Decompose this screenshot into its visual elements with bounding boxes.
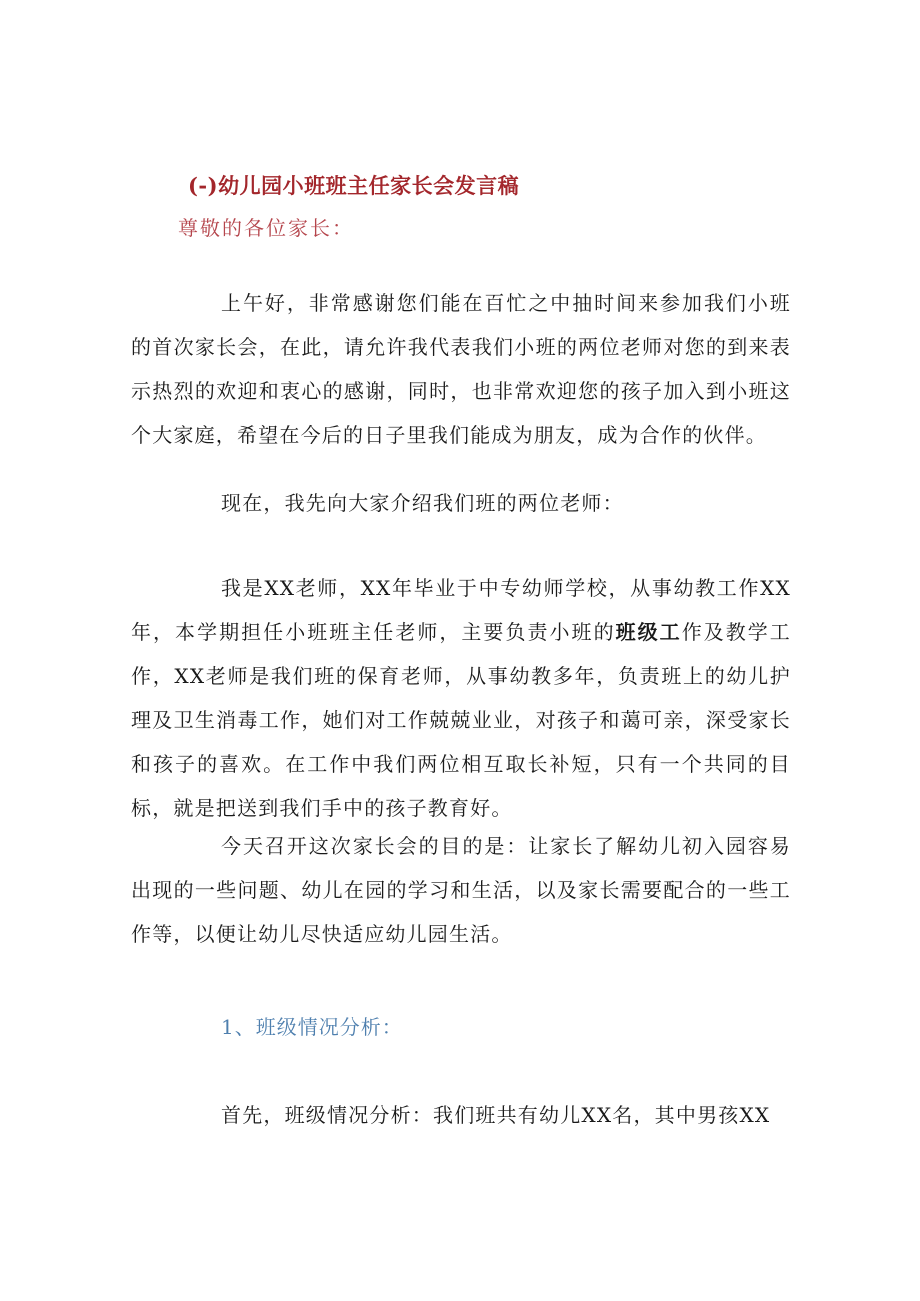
paragraph-introduction: 现在，我先向大家介绍我们班的两位老师： <box>221 491 624 515</box>
salutation: 尊敬的各位家长： <box>178 216 354 240</box>
paragraph-greeting: 上午好，非常感谢您们能在百忙之中抽时间来参加我们小班的首次家长会，在此，请允许我代表我们小班的两位老师对您的到来表示热烈的欢迎和衷心的感谢，同时，也非常欢迎您的孩子加入到小班这个大家庭，希望在今后的日子里我们能成为朋友，成为合作的伙伴。 <box>131 291 791 447</box>
paragraph-purpose: 今天召开这次家长会的目的是：让家长了解幼儿初入园容易出现的一些问题、幼儿在园的学习和生活，以及家长需要配合的一些工作等，以便让幼儿尽快适应幼儿园生活。 <box>131 834 791 946</box>
paragraph-teachers <box>131 566 791 830</box>
section-heading: 1、班级情况分析： <box>221 1015 403 1039</box>
paragraph-teachers-text-1: 我是XX老师，XX年毕业于中专幼师学校，从事幼教工作XX年，本学期担任小班班主任老师，主要负责小班的 <box>131 576 791 644</box>
document-title: (-)幼儿园小班班主任家长会发言稿 <box>188 173 520 198</box>
paragraph-class-analysis: 首先，班级情况分析：我们班共有幼儿XX名，其中男孩XX <box>221 1103 771 1127</box>
paragraph-teachers-text-2: 作及教学工作，XX老师是我们班的保育老师，从事幼教多年，负责班上的幼儿护理及卫生消毒工作，她们对工作兢兢业业，对孩子和蔼可亲，深受家长和孩子的喜欢。在工作中我们两位相互取长补短，只有一个共同的目标，就是把送到我们手中的孩子教育好。 <box>131 620 792 820</box>
paragraph-teachers-bold: 班级工 <box>615 620 682 644</box>
